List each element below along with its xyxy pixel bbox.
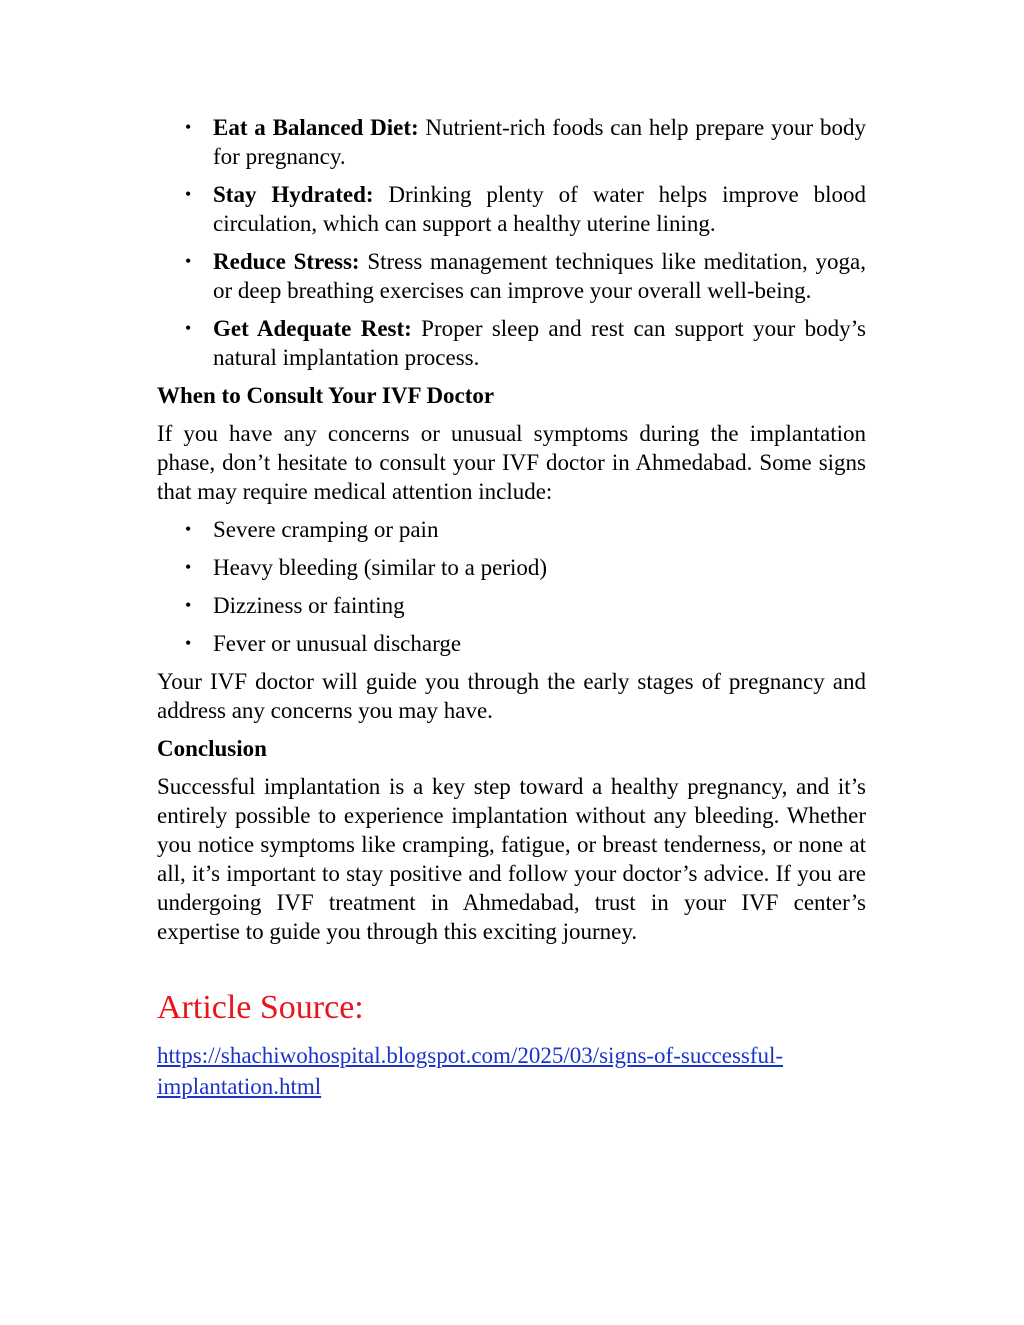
list-item (157, 629, 866, 658)
sign-text: Dizziness or fainting (213, 593, 405, 618)
bullet-icon: • (185, 318, 192, 338)
list-item (157, 247, 866, 305)
list-item (157, 180, 866, 238)
list-item (157, 553, 866, 582)
list-item (157, 113, 866, 171)
tip-title: Eat a Balanced Diet: (213, 115, 419, 140)
tip-text: Stress management techniques like meditation, yoga, or deep breathing exercises can improve your overall well-being. (213, 249, 866, 303)
list-item (157, 591, 866, 620)
conclusion-text: Successful implantation is a key step toward a healthy pregnancy, and it’s entirely possible to experience implantation without any bleeding. Whether you notice symptoms like cramping, fatigue, or breast tenderness, or none at all, it’s important to stay positive and follow your doctor’s advice. If you are undergoing IVF treatment in Ahmedabad, trust in your IVF center’s expertise to guide you through this exciting journey. (157, 774, 866, 944)
consult-intro: If you have any concerns or unusual symptoms during the implantation phase, don’t hesitate to consult your IVF doctor in Ahmedabad. Some signs that may require medical attention include: (157, 421, 866, 504)
article-source-title: Article Source: (157, 989, 364, 1026)
tip-title: Get Adequate Rest: (213, 316, 412, 341)
bullet-icon: • (185, 251, 192, 271)
bullet-icon: • (185, 519, 192, 539)
bullet-icon: • (185, 595, 192, 615)
list-item (157, 515, 866, 544)
tips-list (157, 113, 866, 372)
sign-text: Fever or unusual discharge (213, 631, 462, 656)
sign-text: Heavy bleeding (similar to a period) (213, 555, 548, 580)
conclusion-heading: Conclusion (157, 736, 267, 761)
document-content (157, 113, 866, 1102)
link-line-1[interactable]: https://shachiwohospital.blogspot.com/2025/03/signs-of-successful- (157, 1043, 784, 1068)
tip-title: Stay Hydrated: (213, 182, 374, 207)
tip-text: Nutrient-rich foods can help prepare your body for pregnancy. (213, 115, 866, 169)
bullet-icon: • (185, 184, 192, 204)
article-source-link[interactable] (157, 1040, 866, 1102)
bullet-icon: • (185, 117, 192, 137)
bullet-icon: • (185, 557, 192, 577)
consult-heading: When to Consult Your IVF Doctor (157, 383, 495, 408)
tip-text: Drinking plenty of water helps improve blood circulation, which can support a healthy uterine lining. (213, 182, 866, 236)
signs-list (157, 515, 866, 658)
bullet-icon: • (185, 633, 192, 653)
link-line-2[interactable]: implantation.html (157, 1074, 322, 1099)
tip-title: Reduce Stress: (213, 249, 360, 274)
sign-text: Severe cramping or pain (213, 517, 439, 542)
list-item (157, 314, 866, 372)
tip-text: Proper sleep and rest can support your body’s natural implantation process. (213, 316, 866, 370)
consult-outro: Your IVF doctor will guide you through the early stages of pregnancy and address any concerns you may have. (157, 669, 866, 723)
